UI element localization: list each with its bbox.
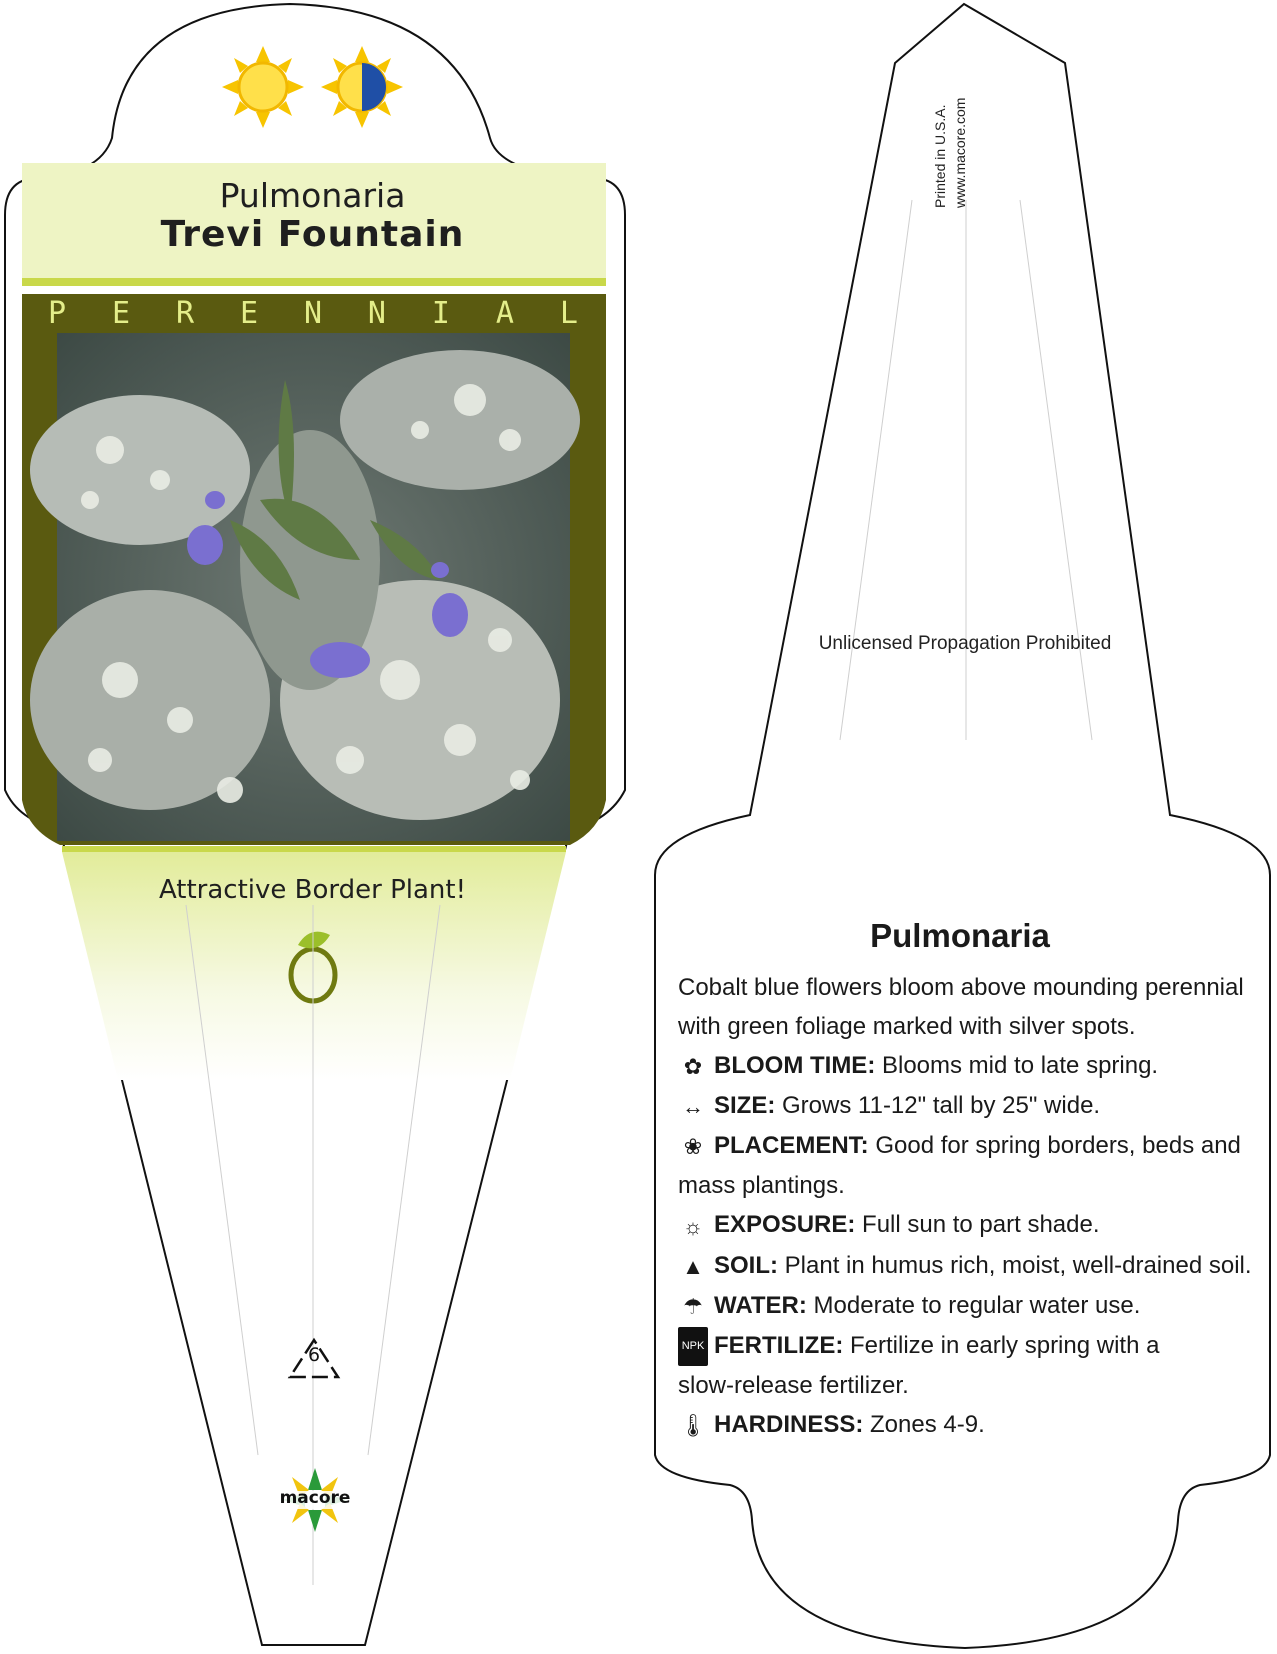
category-letter: N — [303, 296, 322, 331]
spec-fertilize: NPK FERTILIZE: Fertilize in early spring with a — [678, 1326, 1268, 1366]
spec-fertilize-cont: slow-release fertilizer. — [678, 1372, 909, 1400]
spec-bloom-time: ✿ BLOOM TIME: Blooms mid to late spring. — [678, 1046, 1268, 1086]
brand-name: macore — [279, 1488, 351, 1508]
website: www.macore.com — [952, 97, 968, 208]
category-letter: P — [48, 296, 67, 331]
spec-placement-cont: mass plantings. — [678, 1172, 845, 1200]
full-sun-icon — [222, 46, 304, 128]
print-info — [932, 30, 992, 220]
spec-size: ↔ SIZE: Grows 11-12" tall by 25" wide. — [678, 1086, 1268, 1126]
sun-icon: ☼ — [682, 1213, 704, 1239]
description-line: Cobalt blue flowers bloom above mounding perennial — [678, 974, 1244, 1001]
thermometer-icon: 🌡 — [679, 1413, 707, 1439]
spec-placement: ❀ PLACEMENT: Good for spring borders, beds and — [678, 1126, 1268, 1166]
part-shade-icon — [321, 46, 403, 128]
category-letter: E — [111, 296, 131, 331]
size-arrows-icon: ↔ — [682, 1094, 704, 1120]
printed-in: Printed in U.S.A. — [932, 104, 948, 208]
category-letter: R — [175, 296, 195, 331]
description-block — [678, 968, 1268, 1445]
propagation-notice: Unlicensed Propagation Prohibited — [818, 633, 1112, 654]
back-title: Pulmonaria — [870, 917, 1050, 954]
soil-icon: ▲ — [682, 1253, 704, 1279]
category-letter: E — [239, 296, 259, 331]
plant-common-name: Pulmonaria — [219, 176, 406, 215]
spec-water: ☂ WATER: Moderate to regular water use. — [678, 1286, 1268, 1326]
spec-hardiness: 🌡 HARDINESS: Zones 4-9. — [678, 1405, 1268, 1445]
recycle-number: 6 — [307, 1344, 321, 1366]
spec-exposure: ☼ EXPOSURE: Full sun to part shade. — [678, 1205, 1268, 1245]
description-line: with green foliage marked with silver spots. — [678, 1013, 1136, 1040]
category-letter: N — [367, 296, 386, 331]
plant-photo — [30, 333, 580, 841]
tagline: Attractive Border Plant! — [158, 875, 467, 905]
flower-icon: ✿ — [683, 1054, 703, 1080]
npk-icon: NPK — [678, 1327, 708, 1366]
watering-can-icon: ☂ — [683, 1293, 703, 1319]
category-letter: I — [431, 296, 450, 331]
category-label — [48, 296, 578, 336]
category-letter: L — [559, 296, 578, 331]
spec-soil: ▲ SOIL: Plant in humus rich, moist, well-drained soil. — [678, 1246, 1268, 1286]
category-letter: A — [495, 296, 514, 331]
placement-icon: ❀ — [683, 1134, 703, 1160]
plant-variety-name: Trevi Fountain — [160, 214, 465, 255]
